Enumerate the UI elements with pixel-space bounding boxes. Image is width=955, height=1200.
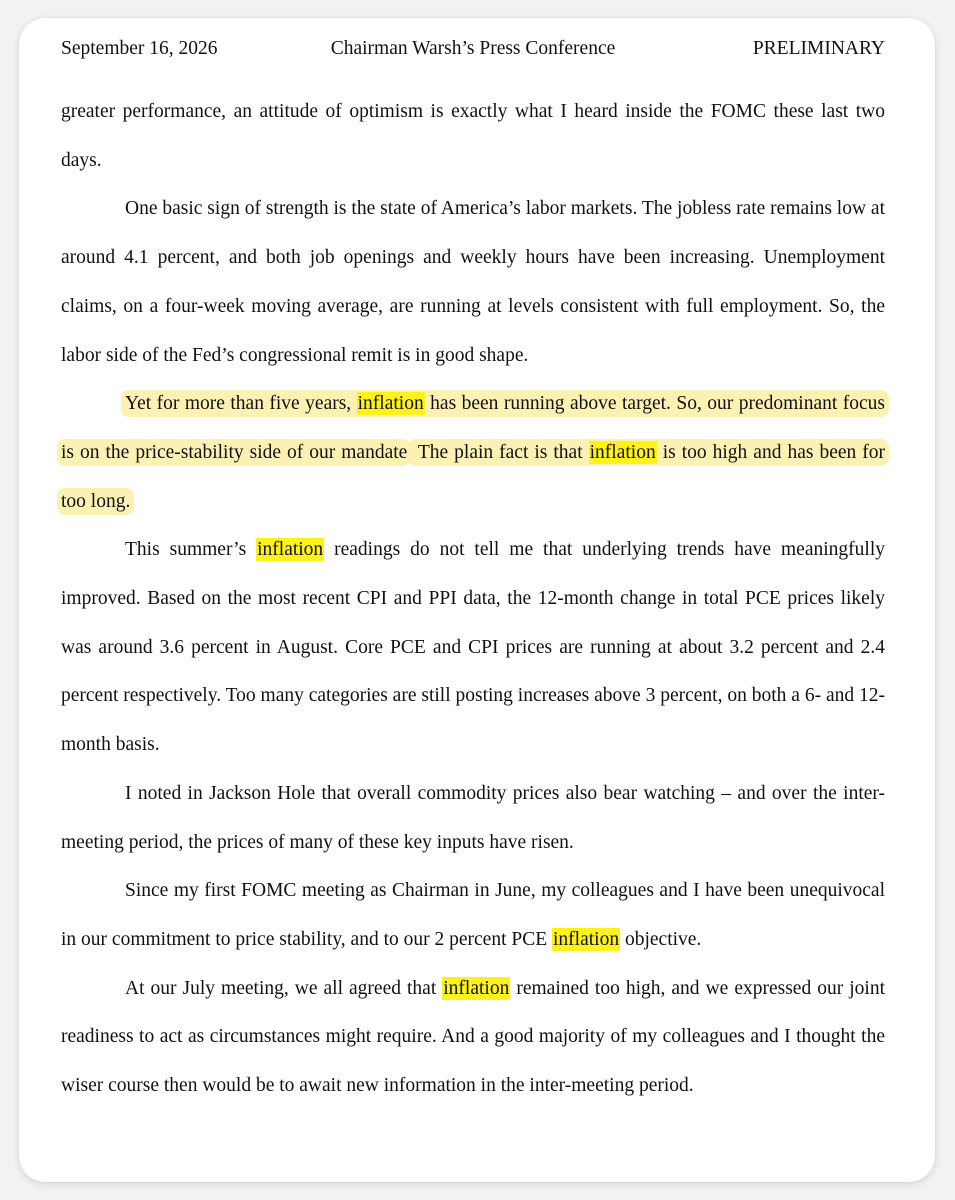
text-span: remained too high, and we expressed our joint readiness to act as circumstances might require. And a good majority of my colleagues and I thought the wiser course then would be to await new information in the inter-meeting period. [61,977,885,1097]
text-span: has been running above target. So, our predominant focus is on the price-stability side of our mandate [61,393,885,463]
text-span: is too high and has been for too long. [61,441,885,512]
text-span: readings do not tell me that underlying trends have meaningfully improved. Based on the most recent CPI and PPI data, the 12-month change in total PCE prices likely was around 3.6 percent in August. Core PCE and CPI prices are running at about 3.2 percent and 2.4 percent respectively. Too many categories are still posting increases above 3 percent, on both a 6- and 12-month basis. [61,539,885,756]
keyword-highlight: inflation [443,977,510,999]
paragraph-7 [61,965,885,1111]
paragraph-5: I noted in Jackson Hole that overall commodity prices also bear watching – and over the inter-meeting period, the prices of many of these key inputs have risen. [61,782,885,853]
text-span: objective. [620,928,702,950]
text-span: Since my first FOMC meeting as Chairman in June, my colleagues and I have been unequivocal in our commitment to price stability, and to our 2 percent PCE [61,880,885,950]
paragraph-1: greater performance, an attitude of optimism is exactly what I heard inside the FOMC these last two days. [61,101,885,171]
keyword-highlight: inflation [553,928,620,950]
body-text [61,88,885,1111]
document-page [19,18,935,1182]
text-span: Yet for more than five years, [125,393,357,415]
text-span: This summer’s [125,539,257,561]
paragraph-2: One basic sign of strength is the state of America’s labor markets. The jobless rate remains low at around 4.1 percent, and both job openings and weekly hours have been increasing. Unemployment claims, on a four-week moving average, are running at levels consistent with full employment. So, the labor side of the Fed’s congressional remit is in good shape. [61,198,885,366]
keyword-highlight: inflation [589,441,656,463]
header-title: Chairman Warsh’s Press Conference [330,38,616,59]
paragraph-4 [61,526,885,770]
text-span: At our July meeting, we all agreed that [125,977,443,999]
paragraph-3 [61,380,885,526]
page-header [61,34,885,64]
text-span: The plain fact is that [412,441,589,463]
keyword-highlight: inflation [357,393,424,415]
keyword-highlight: inflation [257,539,324,561]
header-status: PRELIMINARY [752,38,885,59]
header-date: September 16, 2026 [61,38,218,59]
paragraph-6 [61,867,885,964]
